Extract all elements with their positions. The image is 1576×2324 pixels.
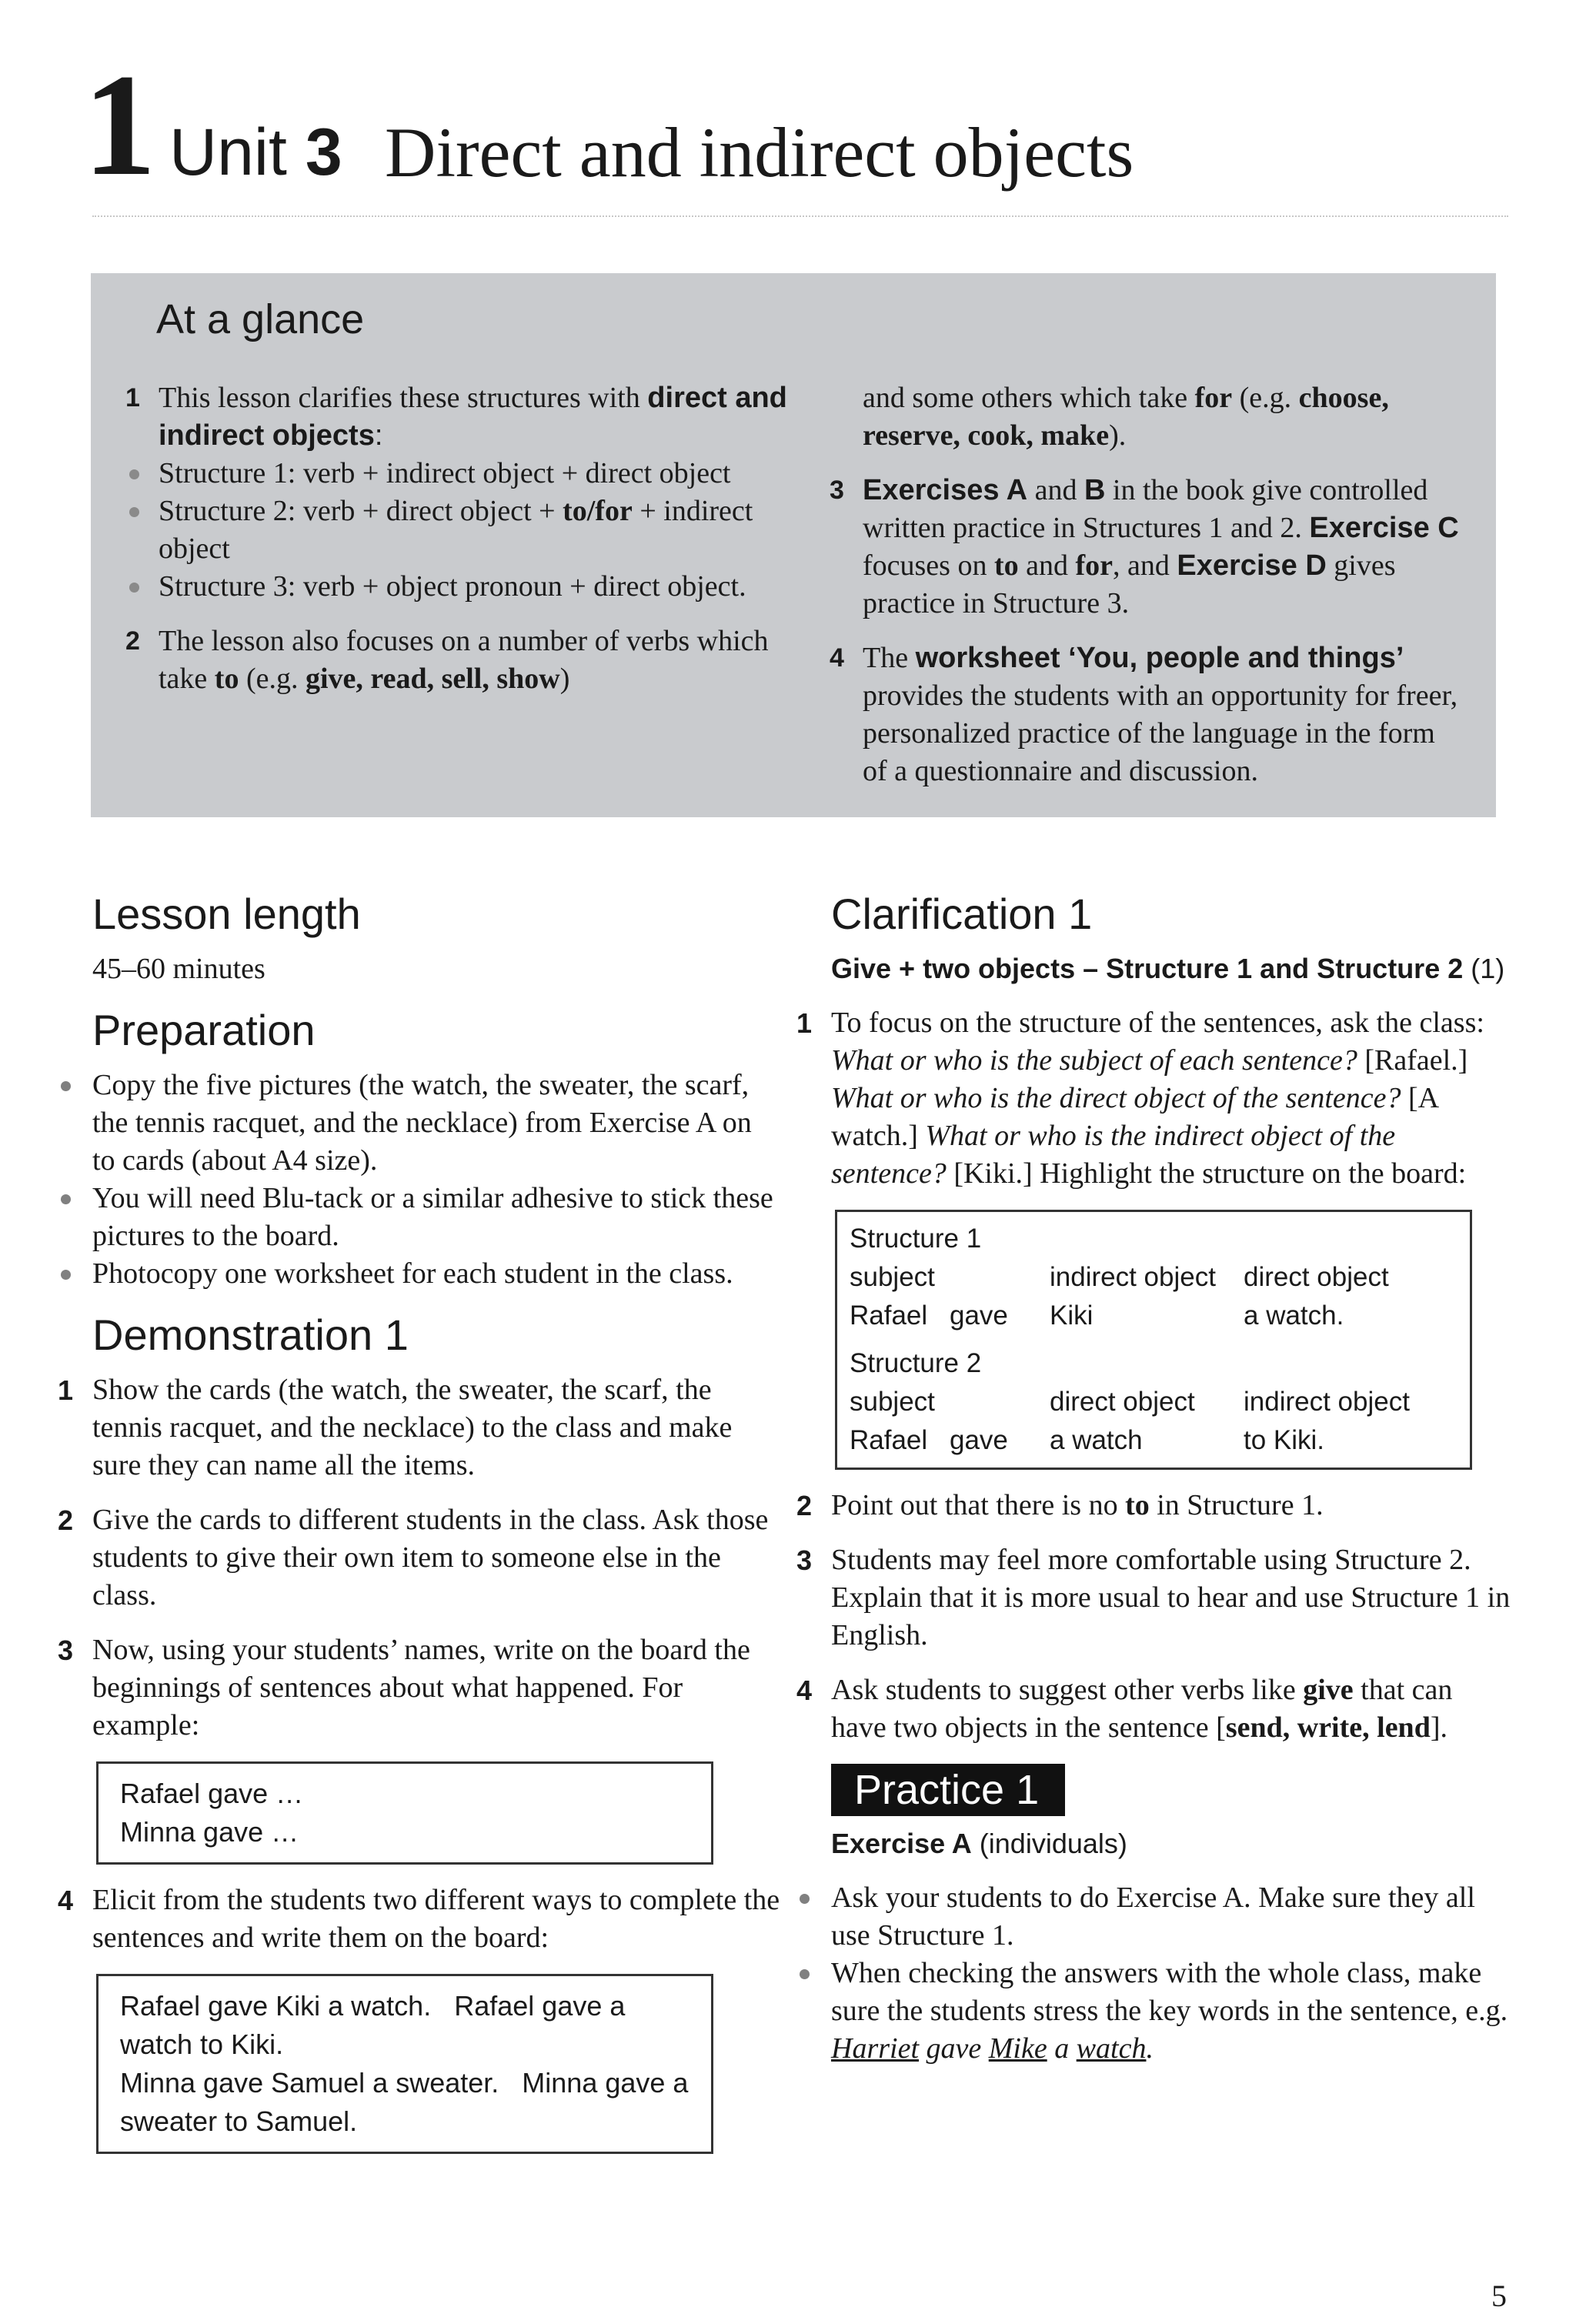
clarification-item-1: 1 To focus on the structure of the sentences, ask the class: What or who is the subject of each sentence? [Rafael.] What or who is the direct object of the sentence? [A watch.] What or who is the indirect object of the sentence? [Kiki.] Highlight the structure on the board: xyxy=(796,1007,1484,1190)
glance-bullet: Structure 1: verb + indirect object + direct object xyxy=(125,455,787,493)
glance-item-4: 4 The worksheet ‘You, people and things’ provides the students with an opportunity for freer, personalized practice of the language in the form of a questionnaire and discussion. xyxy=(830,642,1458,787)
practice-heading: Practice 1 xyxy=(831,1764,1065,1816)
demonstration-item-4: 4 Elicit from the students two different ways to complete the sentences and write them on the board: xyxy=(58,1884,780,1954)
unit-label: Unit 3 xyxy=(169,115,342,189)
glance-bullet: Structure 2: verb + direct object + to/for + indirect object xyxy=(125,493,787,568)
structure-1-title: Structure 1 xyxy=(850,1224,982,1254)
at-a-glance-box xyxy=(91,273,1496,817)
clarification-item-2: 2 Point out that there is no to in Structure 1. xyxy=(796,1489,1324,1521)
at-a-glance-title: At a glance xyxy=(156,296,365,342)
practice-subheading: Exercise A (individuals) xyxy=(831,1828,1127,1859)
glance-item-2: 2 The lesson also focuses on a number of verbs which take to (e.g. give, read, sell, show) xyxy=(125,625,769,695)
clarification-item-3: 3 Students may feel more comfortable using Structure 2. Explain that it is more usual to hear and use Structure 1 in English. xyxy=(796,1544,1511,1651)
glance-left-column xyxy=(125,379,787,698)
left-column xyxy=(58,889,781,2154)
glance-bullet: Structure 3: verb + object pronoun + direct object. xyxy=(125,568,787,606)
example-box-1: Rafael gave … Minna gave … xyxy=(96,1761,713,1865)
glance-item-3: 3 Exercises A and B in the book give controlled written practice in Structures 1 and 2. Exercise C focuses on to and for, and Exercise D gives practice in Structure 3. xyxy=(830,474,1459,619)
header-divider xyxy=(92,215,1508,217)
page-number: 5 xyxy=(1491,2279,1507,2313)
right-column xyxy=(796,889,1512,2068)
preparation-bullet: Photocopy one worksheet for each student in the class. xyxy=(58,1255,781,1293)
demonstration-heading: Demonstration 1 xyxy=(92,1311,409,1359)
unit-number: 3 xyxy=(305,115,342,189)
preparation-heading: Preparation xyxy=(92,1006,316,1054)
demonstration-item-3: 3 Now, using your students’ names, write on the board the beginnings of sentences about what happened. For example: xyxy=(58,1634,750,1741)
glance-item-1: 1 This lesson clarifies these structures with direct and indirect objects: xyxy=(125,382,787,452)
practice-bullet: Ask your students to do Exercise A. Make sure they all use Structure 1. xyxy=(796,1879,1512,1955)
demonstration-item-1: 1 Show the cards (the watch, the sweater, the scarf, the tennis racquet, and the necklace) to the class and make sure they can name all the items. xyxy=(58,1374,733,1481)
unit-title: Direct and indirect objects xyxy=(385,113,1134,192)
chapter-number: 1 xyxy=(83,45,156,206)
page-header xyxy=(83,45,1514,206)
lesson-duration: 45–60 minutes xyxy=(92,953,265,985)
lesson-length-heading: Lesson length xyxy=(92,890,361,938)
clarification-item-4: 4 Ask students to suggest other verbs like give that can have two objects in the sentence [send, write, lend]. xyxy=(796,1674,1453,1744)
structure-box: Structure 1 subject indirect object direct object Rafael gave Kiki a watch. Structure 2 subject direct object indirect object Rafael gave a watch to Kiki. xyxy=(835,1210,1472,1470)
clarification-heading: Clarification 1 xyxy=(831,890,1093,938)
clarification-subheading: Give + two objects – Structure 1 and Structure 2 (1) xyxy=(831,953,1505,984)
preparation-bullet: Copy the five pictures (the watch, the sweater, the scarf, the tennis racquet, and the necklace) from Exercise A on to cards (about A4 size). xyxy=(58,1067,781,1180)
demonstration-item-2: 2 Give the cards to different students in the class. Ask those students to give their own item to someone else in the class. xyxy=(58,1504,769,1611)
glance-item-2-continued: and some others which take for (e.g. choose, reserve, cook, make). xyxy=(863,382,1389,452)
preparation-bullet: You will need Blu-tack or a similar adhesive to stick these pictures to the board. xyxy=(58,1180,781,1255)
practice-bullet: When checking the answers with the whole class, make sure the students stress the key words in the sentence, e.g. Harriet gave Mike a watch. xyxy=(796,1955,1512,2068)
glance-right-column xyxy=(830,379,1461,790)
structure-2-title: Structure 2 xyxy=(850,1348,982,1378)
example-box-2: Rafael gave Kiki a watch. Rafael gave a watch to Kiki. Minna gave Samuel a sweater. Minna gave a sweater to Samuel. xyxy=(96,1974,713,2154)
